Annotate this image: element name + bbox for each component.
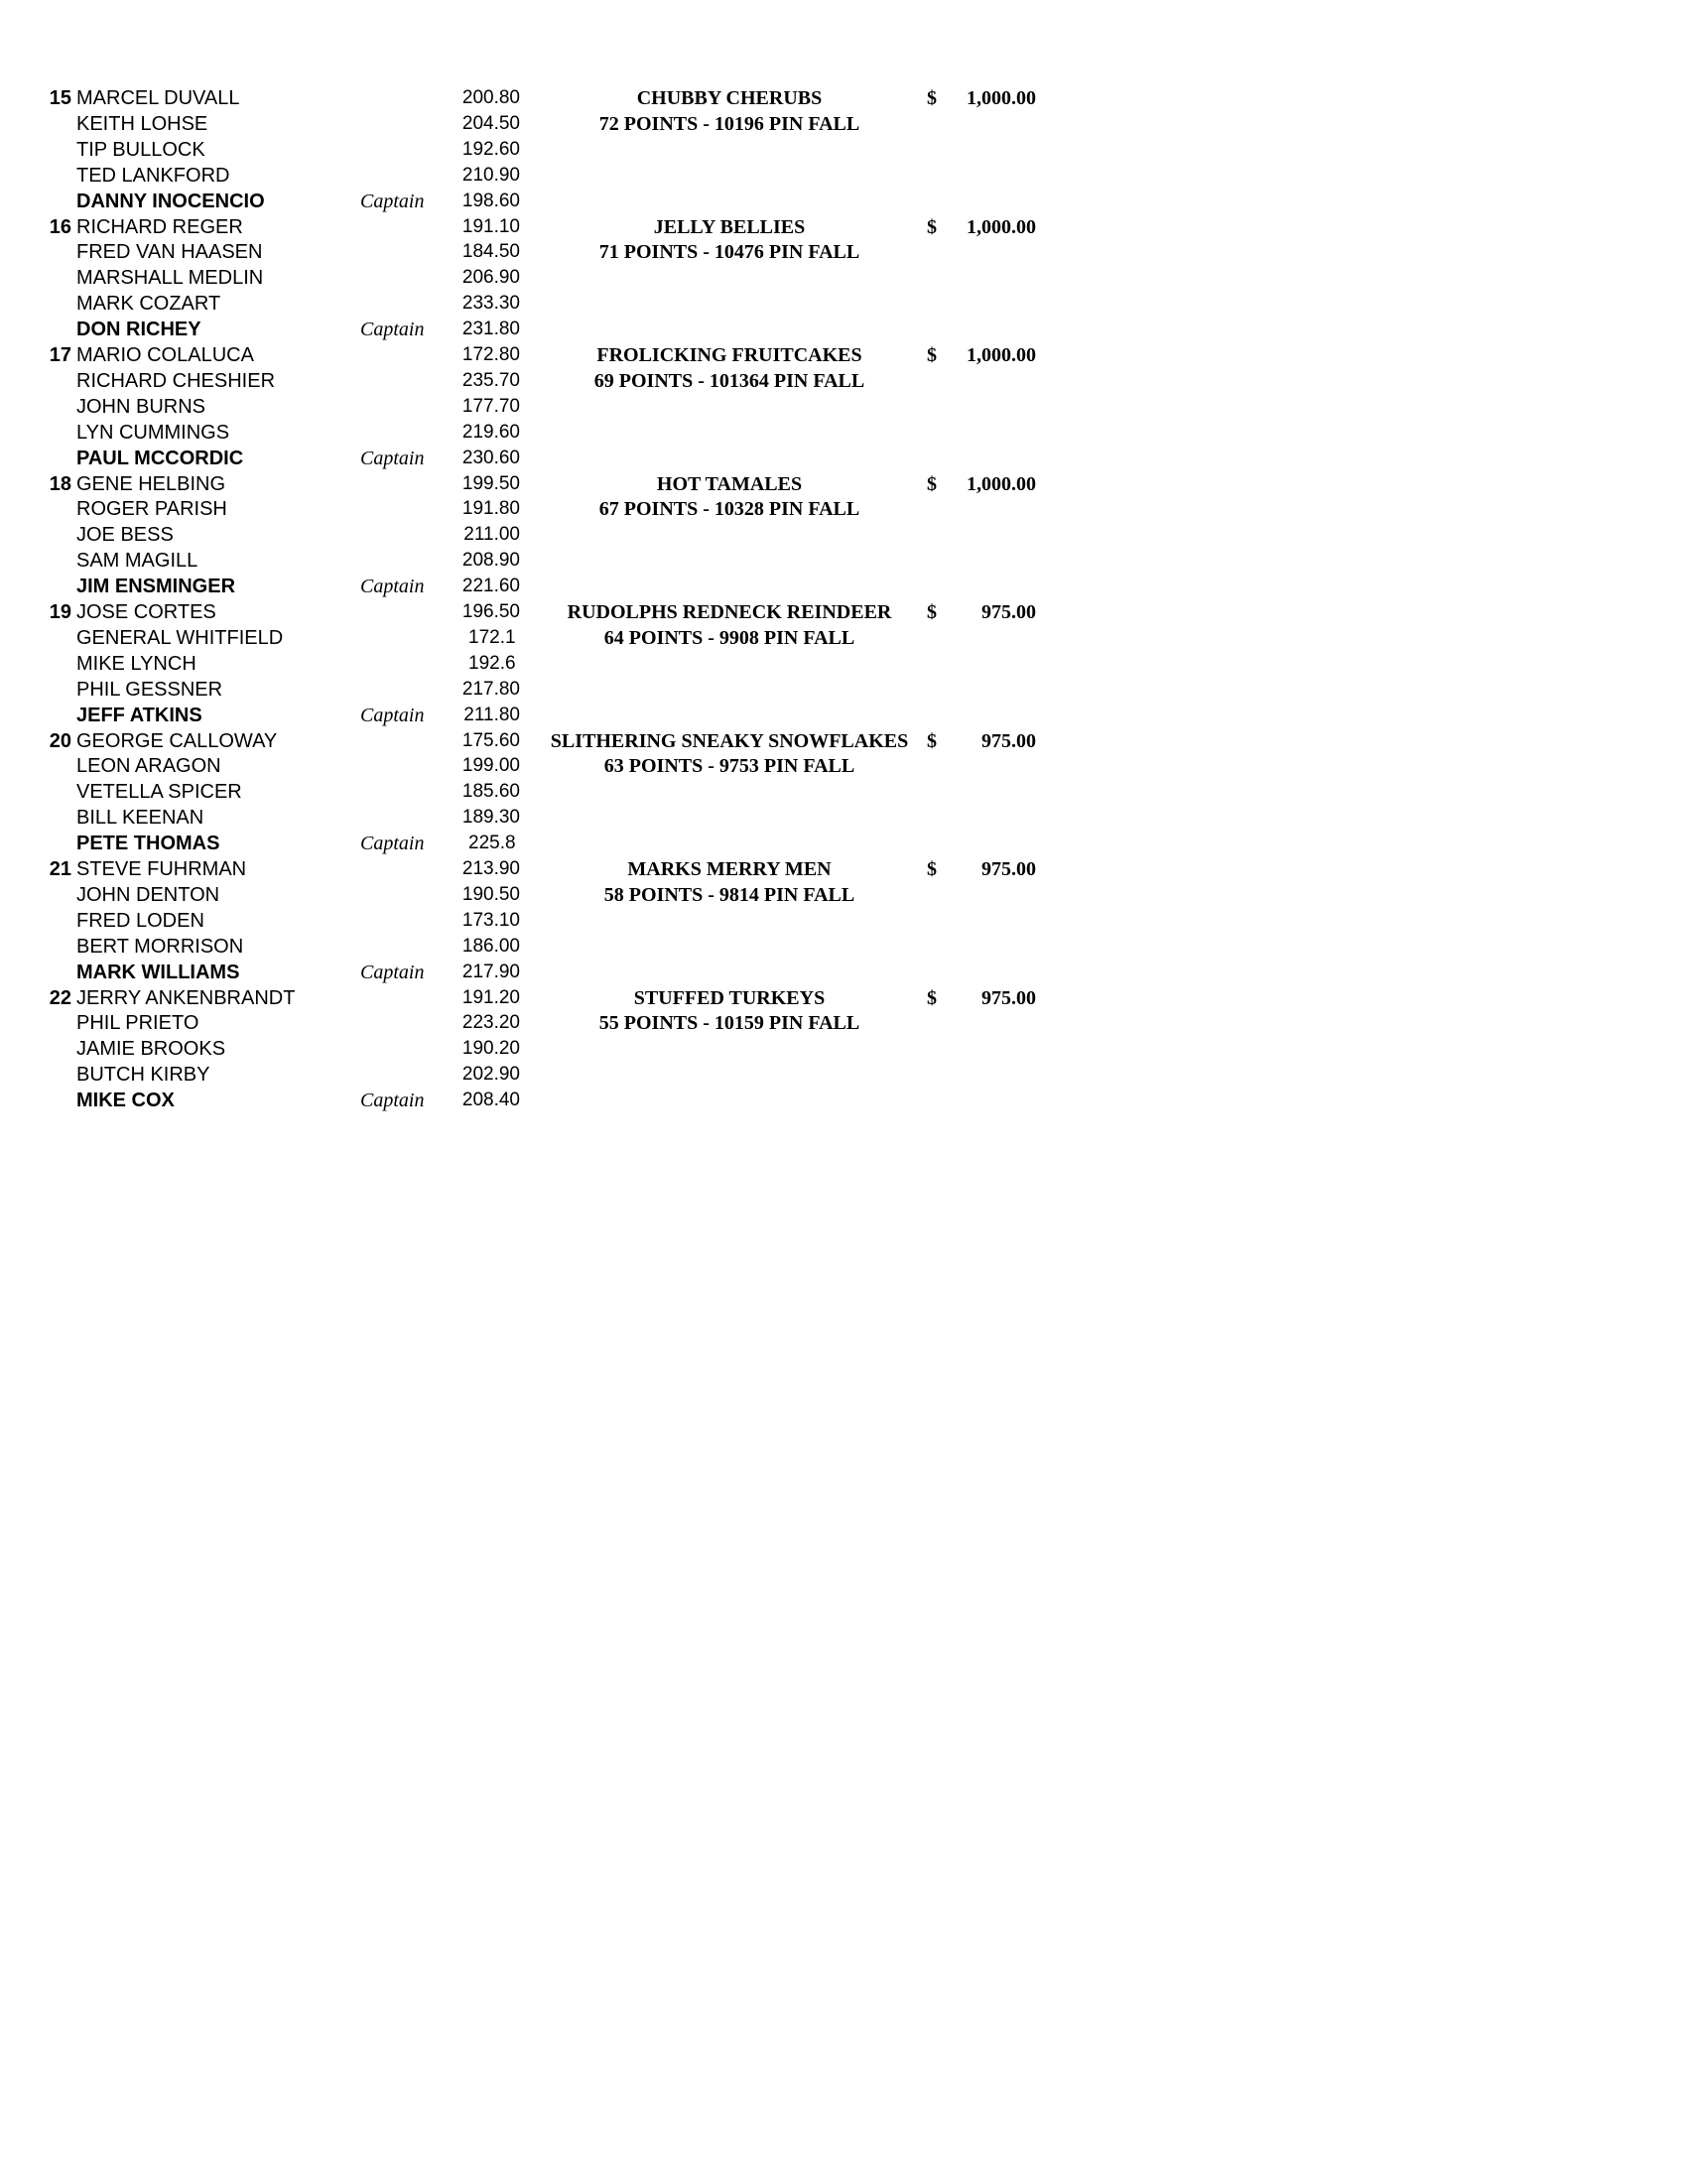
bowler-average: 219.60 [461,421,520,443]
prize-amount: 975.00 [981,858,1036,880]
member-row [0,753,1688,779]
bowler-name: ROGER PARISH [76,498,227,521]
bowler-average: 198.60 [461,190,520,211]
currency-symbol: $ [927,858,937,880]
captain-label: Captain [360,447,425,469]
team-points-pinfall: 63 POINTS - 9753 PIN FALL [603,755,855,778]
bowler-name: JOHN BURNS [76,395,206,418]
bowler-name: RICHARD REGER [76,215,243,238]
bowler-average: 204.50 [461,112,520,134]
captain-label: Captain [360,190,425,212]
bowler-average: 191.20 [461,986,520,1008]
team-name: MARKS MERRY MEN [627,858,832,880]
bowler-name: JEFF ATKINS [76,704,202,726]
member-row [0,291,1688,317]
bowler-name: BILL KEENAN [76,807,204,830]
team-points-pinfall: 72 POINTS - 10196 PIN FALL [598,112,860,135]
currency-symbol: $ [927,87,937,109]
team-rank: 15 [49,87,71,109]
team-block [0,599,1688,728]
bowler-name: PHIL GESSNER [76,678,223,701]
bowler-name: PAUL MCCORDIC [76,447,244,469]
team-name: JELLY BELLIES [653,215,806,238]
bowler-name: MIKE COX [76,1090,175,1112]
member-row [0,651,1688,677]
team-block [0,214,1688,343]
captain-row [0,446,1688,471]
member-row [0,239,1688,265]
bowler-name: JERRY ANKENBRANDT [76,986,296,1009]
bowler-name: FRED VAN HAASEN [76,241,263,264]
bowler-name: JOE BESS [76,524,174,547]
bowler-average: 208.40 [461,1090,520,1111]
team-name: HOT TAMALES [656,472,803,495]
bowler-name: TIP BULLOCK [76,138,205,161]
bowler-name: GENE HELBING [76,472,226,495]
bowler-name: GEORGE CALLOWAY [76,729,278,752]
currency-symbol: $ [927,472,937,495]
bowler-average: 211.00 [463,524,520,546]
bowler-name: STEVE FUHRMAN [76,858,247,880]
team-points-pinfall: 64 POINTS - 9908 PIN FALL [603,626,855,649]
member-row [0,882,1688,908]
bowler-average: 233.30 [461,293,520,315]
bowler-name: DANNY INOCENCIO [76,190,265,212]
bowler-average: 206.90 [461,267,520,289]
team-name: FROLICKING FRUITCAKES [596,344,862,366]
bowler-name: LEON ARAGON [76,755,221,778]
member-row [0,908,1688,934]
team-points-pinfall: 71 POINTS - 10476 PIN FALL [598,241,860,264]
member-row [0,420,1688,446]
member-row [0,677,1688,703]
bowler-name: JOSE CORTES [76,601,216,623]
captain-label: Captain [360,1090,425,1112]
member-row [0,522,1688,548]
currency-symbol: $ [927,601,937,623]
team-rank: 17 [49,344,71,366]
member-row [0,1036,1688,1062]
team-name: SLITHERING SNEAKY SNOWFLAKES [550,729,909,752]
bowler-average: 190.50 [461,883,520,905]
bowler-name: BUTCH KIRBY [76,1064,210,1087]
bowler-name: MARSHALL MEDLIN [76,267,264,290]
team-block [0,85,1688,214]
bowler-name: MARK WILLIAMS [76,961,240,983]
member-row [0,394,1688,420]
team-rank: 22 [49,986,71,1009]
bowler-average: 186.00 [461,935,520,957]
captain-label: Captain [360,833,425,855]
bowler-name: MARIO COLALUCA [76,344,254,366]
team-block [0,856,1688,985]
bowler-average: 177.70 [461,395,520,417]
team-rank: 20 [49,729,71,752]
bowler-name: DON RICHEY [76,319,201,341]
bowler-name: BERT MORRISON [76,935,244,958]
member-row [0,856,1688,882]
bowler-name: MIKE LYNCH [76,652,196,675]
bowler-average: 200.80 [461,87,520,108]
team-rank: 16 [49,215,71,238]
member-row [0,85,1688,111]
member-row [0,934,1688,960]
bowler-average: 185.60 [461,781,520,803]
bowler-average: 199.50 [461,472,520,494]
member-row [0,1062,1688,1088]
bowler-average: 172.1 [468,626,516,648]
currency-symbol: $ [927,986,937,1009]
member-row [0,599,1688,625]
team-points-pinfall: 58 POINTS - 9814 PIN FALL [603,883,855,906]
bowler-name: LYN CUMMINGS [76,421,230,444]
bowler-name: JOHN DENTON [76,883,220,906]
bowler-average: 225.8 [468,833,516,854]
member-row [0,1010,1688,1036]
member-row [0,496,1688,522]
team-rank: 21 [49,858,71,880]
bowler-name: MARK COZART [76,293,221,316]
bowler-average: 210.90 [461,164,520,186]
currency-symbol: $ [927,729,937,752]
bowler-average: 217.90 [461,961,520,982]
team-name: STUFFED TURKEYS [633,986,826,1009]
bowler-average: 235.70 [461,369,520,391]
member-row [0,625,1688,651]
team-rank: 19 [49,601,71,623]
bowler-name: PHIL PRIETO [76,1012,199,1035]
currency-symbol: $ [927,344,937,366]
team-block [0,342,1688,471]
prize-amount: 1,000.00 [967,215,1036,238]
member-row [0,111,1688,137]
team-block [0,985,1688,1114]
member-row [0,805,1688,831]
captain-row [0,960,1688,985]
prize-amount: 1,000.00 [967,472,1036,495]
bowler-name: SAM MAGILL [76,550,198,573]
bowler-name: MARCEL DUVALL [76,87,240,109]
team-points-pinfall: 69 POINTS - 101364 PIN FALL [593,369,865,392]
bowler-name: TED LANKFORD [76,164,230,187]
prize-amount: 1,000.00 [967,344,1036,366]
bowler-average: 199.00 [461,755,520,777]
bowler-average: 175.60 [461,729,520,751]
bowler-name: RICHARD CHESHIER [76,369,276,392]
bowler-name: GENERAL WHITFIELD [76,626,284,649]
member-row [0,368,1688,394]
bowler-name: FRED LODEN [76,909,204,932]
bowler-name: JIM ENSMINGER [76,576,236,598]
captain-row [0,703,1688,728]
captain-row [0,189,1688,214]
member-row [0,163,1688,189]
bowler-name: VETELLA SPICER [76,781,242,804]
bowler-average: 213.90 [461,858,520,879]
bowler-average: 211.80 [463,704,520,725]
bowler-average: 173.10 [461,909,520,931]
member-row [0,265,1688,291]
bowler-average: 190.20 [461,1038,520,1060]
captain-row [0,1088,1688,1113]
currency-symbol: $ [927,215,937,238]
bowler-average: 184.50 [461,241,520,263]
team-points-pinfall: 67 POINTS - 10328 PIN FALL [598,498,860,521]
captain-row [0,317,1688,342]
member-row [0,137,1688,163]
member-row [0,985,1688,1011]
bowler-average: 191.10 [461,215,520,237]
team-block [0,728,1688,857]
bowler-average: 223.20 [461,1012,520,1034]
bowler-average: 208.90 [461,550,520,572]
bowler-average: 196.50 [461,601,520,622]
bowler-average: 192.6 [468,652,516,674]
bowler-average: 221.60 [461,576,520,597]
member-row [0,471,1688,497]
bowler-average: 202.90 [461,1064,520,1086]
member-row [0,728,1688,754]
captain-label: Captain [360,576,425,598]
team-points-pinfall: 55 POINTS - 10159 PIN FALL [598,1012,860,1035]
member-row [0,779,1688,805]
bowler-average: 189.30 [461,807,520,829]
prize-amount: 975.00 [981,729,1036,752]
bowler-name: JAMIE BROOKS [76,1038,226,1061]
team-rank: 18 [49,472,71,495]
bowler-average: 217.80 [461,678,520,700]
team-name: CHUBBY CHERUBS [636,87,823,109]
captain-label: Captain [360,704,425,726]
member-row [0,342,1688,368]
bowler-average: 192.60 [461,138,520,160]
team-name: RUDOLPHS REDNECK REINDEER [567,601,892,623]
prize-amount: 1,000.00 [967,87,1036,109]
captain-row [0,831,1688,856]
prize-amount: 975.00 [981,601,1036,623]
member-row [0,548,1688,574]
captain-label: Captain [360,319,425,341]
bowler-average: 172.80 [461,344,520,365]
team-block [0,471,1688,600]
captain-row [0,574,1688,599]
member-row [0,214,1688,240]
bowler-average: 230.60 [461,447,520,468]
bowler-average: 191.80 [461,498,520,520]
bowler-name: KEITH LOHSE [76,112,208,135]
bowler-average: 231.80 [461,319,520,340]
bowler-name: PETE THOMAS [76,833,220,855]
captain-label: Captain [360,961,425,983]
prize-amount: 975.00 [981,986,1036,1009]
